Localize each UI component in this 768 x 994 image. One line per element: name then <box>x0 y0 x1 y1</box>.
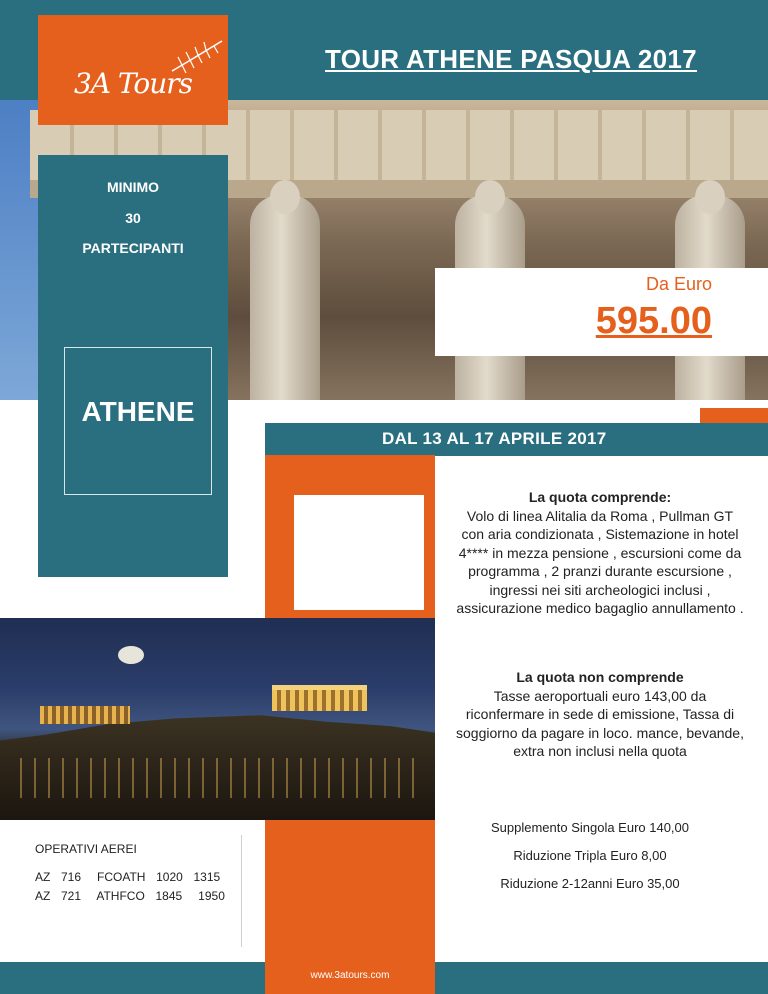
logo-text: 3A Tours <box>73 67 193 100</box>
flight-line: AZ 721 ATHFCO 1845 1950 <box>35 889 225 903</box>
price-value: 595.00 <box>595 300 712 342</box>
includes-text: Volo di linea Alitalia da Roma , Pullman GT con aria condizionata , Sistemazione in hotel 4**** in mezza pensione , escursioni come da programma , 2 pranzi durante escursione , ingressi nei siti archeologici inclusi , assicurazione medico bagaglio annullamento . <box>456 507 744 616</box>
participants-label: PARTECIPANTI <box>82 240 184 256</box>
logo[interactable] <box>38 15 228 125</box>
includes-section <box>455 488 745 618</box>
divider <box>241 835 242 947</box>
triple-reduction: Riduzione Tripla Euro 8,00 <box>513 848 667 863</box>
flights-title: OPERATIVI AEREI <box>35 842 137 856</box>
child-reduction: Riduzione 2-12anni Euro 35,00 <box>500 876 680 891</box>
acropolis-night-photo <box>0 618 435 820</box>
participants-panel <box>38 155 228 577</box>
website-link[interactable]: www.3atours.com <box>310 970 390 981</box>
moon-icon <box>118 646 144 664</box>
min-label: MINIMO <box>106 179 160 195</box>
price-box <box>435 268 768 356</box>
flight-line: AZ 716 FCOATH 1020 1315 <box>35 870 221 884</box>
excludes-section <box>455 668 745 761</box>
single-supplement: Supplemento Singola Euro 140,00 <box>490 820 690 835</box>
city-frame <box>64 347 212 495</box>
orange-accent <box>700 408 768 423</box>
white-square <box>294 495 424 610</box>
excludes-heading: La quota non comprende <box>516 669 684 685</box>
page-title: TOUR ATHENE PASQUA 2017 <box>325 44 697 74</box>
parthenon-shape <box>272 685 367 711</box>
city-name: ATHENE <box>81 396 195 427</box>
tour-dates: DAL 13 AL 17 APRILE 2017 <box>382 429 607 448</box>
min-count: 30 <box>125 210 141 226</box>
price-caption: Da Euro <box>645 274 712 294</box>
excludes-text: Tasse aeroportuali euro 143,00 da riconfermare in sede di emissione, Tassa di soggiorno da pagare in loco. mance, bevande, extra non inclusi nella quota <box>456 687 744 759</box>
includes-heading: La quota comprende: <box>528 489 672 505</box>
